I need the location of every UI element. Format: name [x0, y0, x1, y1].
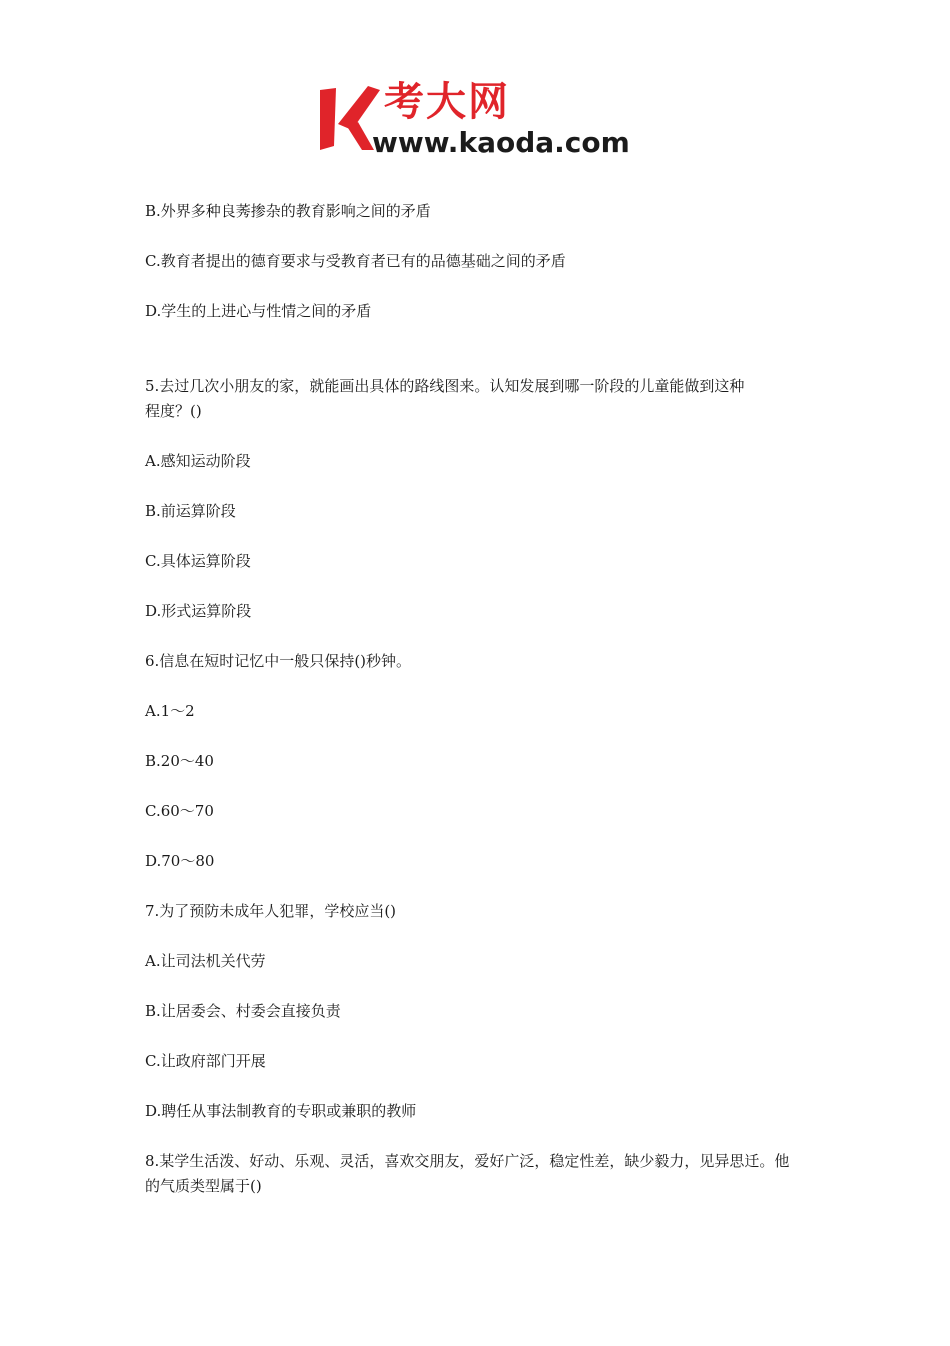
q7-option-d: D.聘任从事法制教育的专职或兼职的教师: [145, 1102, 417, 1120]
q6-question: 6.信息在短时记忆中一般只保持()秒钟。: [145, 652, 412, 670]
k-logo-icon: [318, 84, 380, 154]
q6-option-a: A.1～2: [145, 702, 195, 720]
q4-option-b: B.外界多种良莠掺杂的教育影响之间的矛盾: [145, 202, 431, 220]
q5-question-line1: 5.去过几次小朋友的家，就能画出具体的路线图来。认知发展到哪一阶段的儿童能做到这种: [145, 377, 745, 395]
q6-option-c: C.60～70: [145, 802, 214, 820]
q6-option-d: D.70～80: [145, 852, 215, 870]
q5-option-a: A.感知运动阶段: [145, 452, 251, 470]
q5-option-d: D.形式运算阶段: [145, 602, 252, 620]
q5-option-c: C.具体运算阶段: [145, 552, 251, 570]
q4-option-c: C.教育者提出的德育要求与受教育者已有的品德基础之间的矛盾: [145, 252, 566, 270]
q8-question-line2: 的气质类型属于(): [145, 1177, 262, 1195]
logo-chinese-name: 考大网: [384, 79, 510, 125]
kaoda-logo: [318, 79, 638, 160]
logo-url: www.kaoda.com: [372, 126, 630, 159]
q7-option-b: B.让居委会、村委会直接负责: [145, 1002, 341, 1020]
q7-option-c: C.让政府部门开展: [145, 1052, 266, 1070]
q7-question: 7.为了预防未成年人犯罪，学校应当(): [145, 902, 397, 920]
q5-option-b: B.前运算阶段: [145, 502, 236, 520]
q4-option-d: D.学生的上进心与性情之间的矛盾: [145, 302, 372, 320]
q6-option-b: B.20～40: [145, 752, 214, 770]
q7-option-a: A.让司法机关代劳: [145, 952, 266, 970]
q8-question-line1: 8.某学生活泼、好动、乐观、灵活，喜欢交朋友，爱好广泛，稳定性差，缺少毅力，见异思迁。他: [145, 1152, 790, 1170]
q5-question-line2: 程度？(): [145, 402, 202, 420]
